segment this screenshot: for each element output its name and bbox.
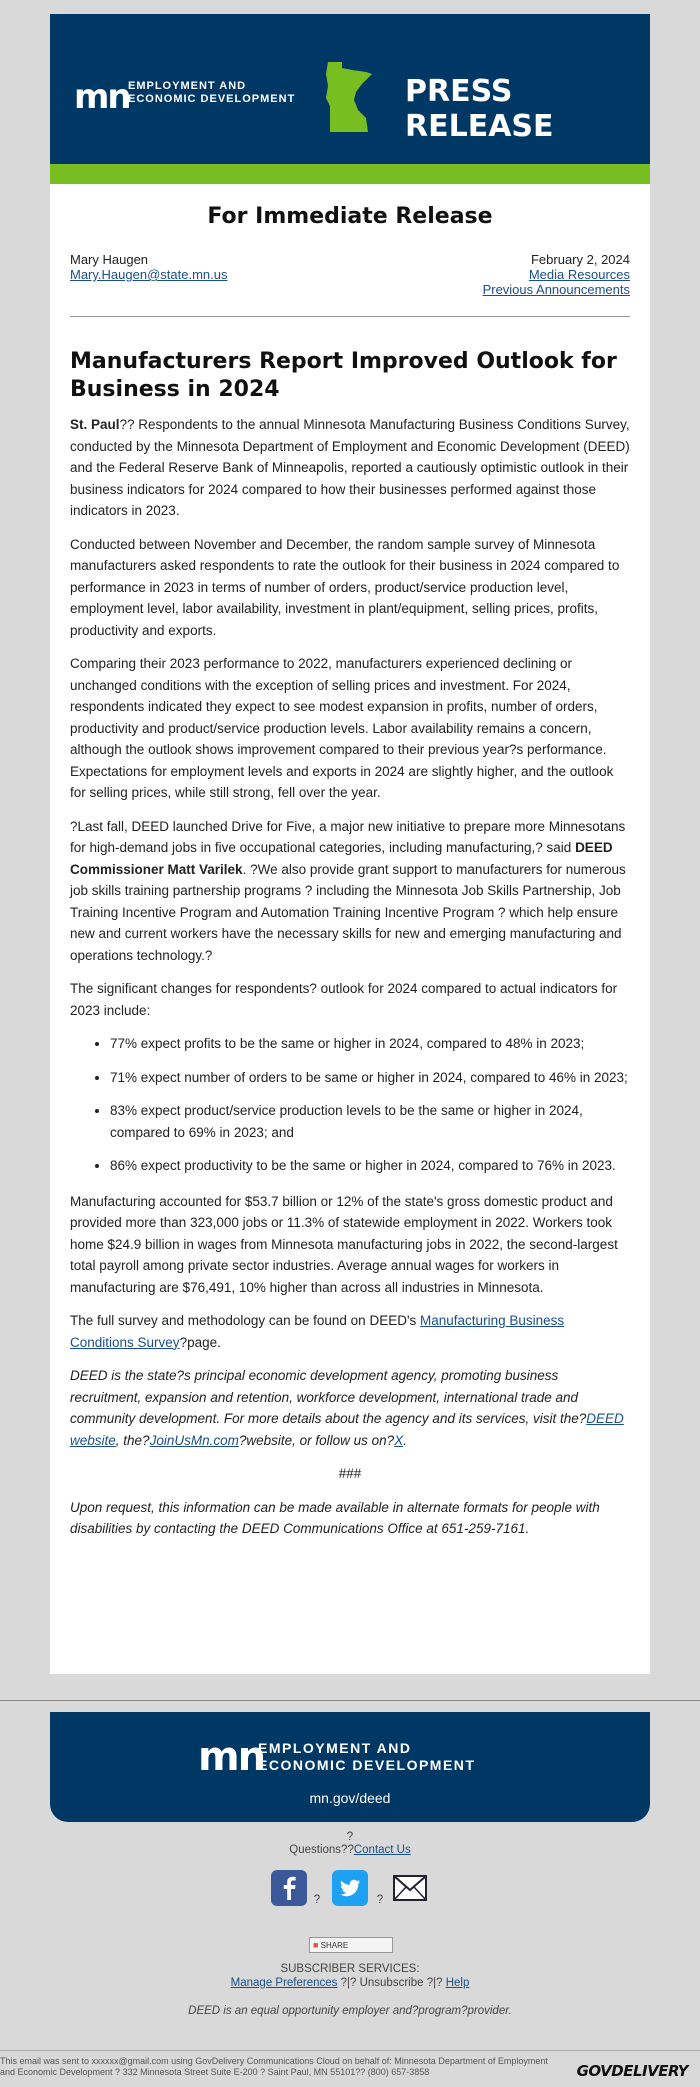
- subscriber-links-separator: ?|? Unsubscribe ?|?: [337, 1977, 446, 1989]
- outlook-list: [70, 1033, 630, 1177]
- help-link[interactable]: Help: [445, 1977, 470, 1989]
- paragraph-2: Conducted between November and December, the random sample survey of Minnesota manufacturers asked respondents to rate the outlook for their business in 2024 compared to performance in 2023 in terms of number of orders, product/service production level, employment level, labor availability, investment in plant/equipment, selling prices, profits, productivity and exports.: [70, 536, 620, 638]
- quote-part-a: ?Last fall, DEED launched Drive for Five, a major new initiative to prepare more Minnesotans for high-demand jobs in five occupational categories, including manufacturing,? said: [70, 818, 626, 855]
- deed-logo-text: [128, 80, 295, 106]
- paragraph-5: Manufacturing accounted for $53.7 billion or 12% of the state's gross domestic product and provided more than 323,000 jobs or 11.3% of statewide employment in 2022. Workers took home $24.9 billion in wages from Minnesota manufacturing jobs in 2022, the second-largest total payroll among private sector industries. Average annual wages for workers in manufacturing are $76,491, 10% higher than across all industries in Minnesota.: [70, 1193, 618, 1295]
- header-banner: [50, 14, 650, 164]
- about-text-c: ?website, or follow us on?: [238, 1432, 395, 1448]
- footer-logo-line-2: ECONOMIC DEVELOPMENT: [258, 1757, 476, 1773]
- previous-announcements-link[interactable]: Previous Announcements: [482, 282, 630, 297]
- article-headline: Manufacturers Report Improved Outlook for Business in 2024: [70, 349, 617, 402]
- subscriber-services-heading: SUBSCRIBER SERVICES:: [280, 1963, 420, 1975]
- social-sep-2: ?: [376, 1894, 384, 1906]
- share-icon: ■: [313, 1940, 319, 1950]
- questions-label: Questions??: [289, 1844, 354, 1856]
- dateline: St. Paul: [70, 417, 120, 432]
- manage-preferences-link[interactable]: Manage Preferences: [230, 1977, 338, 1989]
- paragraph-6-end: ?page.: [179, 1334, 221, 1350]
- equal-opportunity-note: DEED is an equal opportunity employer and?program?provider.: [188, 2005, 512, 2017]
- delivery-info: This email was sent to xxxxxx@gmail.com using GovDelivery Communications Cloud on behalf of: Minnesota Department of Employment and Economic Development ? 332 Minnesota Street Suite E-200 ? Saint Paul, MN 55101?? (800) 657-3858: [0, 2056, 548, 2077]
- footer-questions: [0, 1843, 700, 1857]
- minnesota-state-icon: [322, 60, 374, 134]
- press-release-sheet: [50, 14, 650, 1674]
- release-date: February 2, 2024: [530, 252, 630, 267]
- accessibility-note: Upon request, this information can be made available in alternate formats for people with disabilities by contacting the DEED Communications Office at 651-259-7161.: [70, 1499, 600, 1536]
- divider: [70, 316, 630, 317]
- footer-qmark: ?: [346, 1831, 354, 1843]
- paragraph-3: Comparing their 2023 performance to 2022, manufacturers experienced declining or unchanged conditions with the exception of selling prices and investment. For 2024, respondents indicated they expect to see modest expansion in profits, number of orders, productivity and product/service production levels. Labor availability remains a concern, although the outlook shows improvement compared to their previous year?s performance. Expectations for employment levels and exports in 2024 are slightly higher, and the outlook for selling prices, while still strong, fell over the year.: [70, 656, 614, 800]
- list-item: • 86% expect productivity to be the same or higher in 2024, compared to 76% in 2023.: [110, 1155, 630, 1177]
- deed-logo-mark: mn: [74, 77, 130, 117]
- govdelivery-logo: GOVDELIVERY: [576, 2062, 688, 2080]
- footer-divider: [0, 1700, 700, 1701]
- paragraph-1: [70, 414, 630, 522]
- quote-paragraph: [70, 816, 630, 967]
- quote-part-b: . ?We also provide grant support to manufacturers for numerous job skills training partnership programs ? including the Minnesota Job Skills Partnership, Job Training Incentive Program and Automation Training Incentive Program ? which help ensure new and current workers have the necessary skills for new and emerging manufacturing and operations technology.?: [70, 861, 626, 963]
- article-body: [70, 414, 630, 1552]
- joinusmn-link[interactable]: JoinUsMn.com: [149, 1432, 239, 1448]
- end-mark: ###: [338, 1466, 362, 1481]
- paragraph-6-text: The full survey and methodology can be found on DEED's: [70, 1313, 421, 1328]
- x-link[interactable]: X: [394, 1432, 404, 1448]
- list-intro: The significant changes for respondents? outlook for 2024 compared to actual indicators for 2023 include:: [70, 981, 618, 1018]
- header-green-stripe: [50, 164, 650, 184]
- share-button[interactable]: [309, 1937, 393, 1953]
- about-text-d: .: [403, 1432, 407, 1448]
- footer-banner: [50, 1712, 650, 1822]
- contact-name: Mary Haugen: [70, 252, 149, 267]
- contact-email-link[interactable]: Mary.Haugen@state.mn.us: [70, 267, 228, 282]
- bottom-divider: [0, 2050, 700, 2051]
- list-item: • 71% expect number of orders to be same or higher in 2024, compared to 46% in 2023;: [110, 1067, 630, 1089]
- social-sep-1: ?: [313, 1894, 321, 1906]
- media-resources-link[interactable]: Media Resources: [528, 267, 630, 282]
- immediate-release-heading: For Immediate Release: [207, 204, 493, 229]
- quote-speaker: DEED Commissioner Matt Varilek: [70, 840, 613, 877]
- share-label: SHARE: [320, 1941, 349, 1950]
- footer-logo-mark: mn: [198, 1734, 265, 1780]
- deed-website-link[interactable]: DEED website: [70, 1411, 624, 1448]
- list-item: • 77% expect profits to be the same or higher in 2024, compared to 48% in 2023;: [110, 1033, 630, 1055]
- media-contact: [70, 252, 227, 282]
- subscriber-links: [0, 1976, 700, 1990]
- press-release-title: PRESS RELEASE: [405, 74, 554, 144]
- about-text-a: DEED is the state?s principal economic development agency, promoting business recruitment, expansion and retention, workforce development, international trade and community development. For more details about the agency and its services, visit the?: [70, 1368, 587, 1426]
- survey-link[interactable]: Manufacturing Business Conditions Survey: [70, 1313, 565, 1350]
- paragraph-1-text: ?? Respondents to the annual Minnesota Manufacturing Business Conditions Survey, conducted by the Minnesota Department of Employment and Economic Development (DEED) and the Federal Reserve Bank of Minneapolis, reported a cautiously optimistic outlook in their business indicators for 2024 compared to how their businesses performed against those indicators in 2023.: [70, 417, 630, 518]
- paragraph-6: [70, 1310, 630, 1353]
- about-text-b: , the?: [115, 1432, 150, 1448]
- footer-url[interactable]: mn.gov/deed: [309, 1790, 391, 1806]
- logo-line-2: ECONOMIC DEVELOPMENT: [128, 93, 296, 105]
- logo-line-1: EMPLOYMENT AND: [128, 80, 247, 92]
- footer-logo-text: [258, 1740, 475, 1774]
- list-item: • 83% expect product/service production levels to be the same or higher in 2024, compared to 69% in 2023; and: [110, 1100, 630, 1143]
- release-meta: [483, 252, 630, 297]
- footer-logo-line-1: EMPLOYMENT AND: [258, 1740, 412, 1756]
- contact-us-link[interactable]: Contact Us: [353, 1844, 411, 1856]
- about-deed: [70, 1365, 630, 1451]
